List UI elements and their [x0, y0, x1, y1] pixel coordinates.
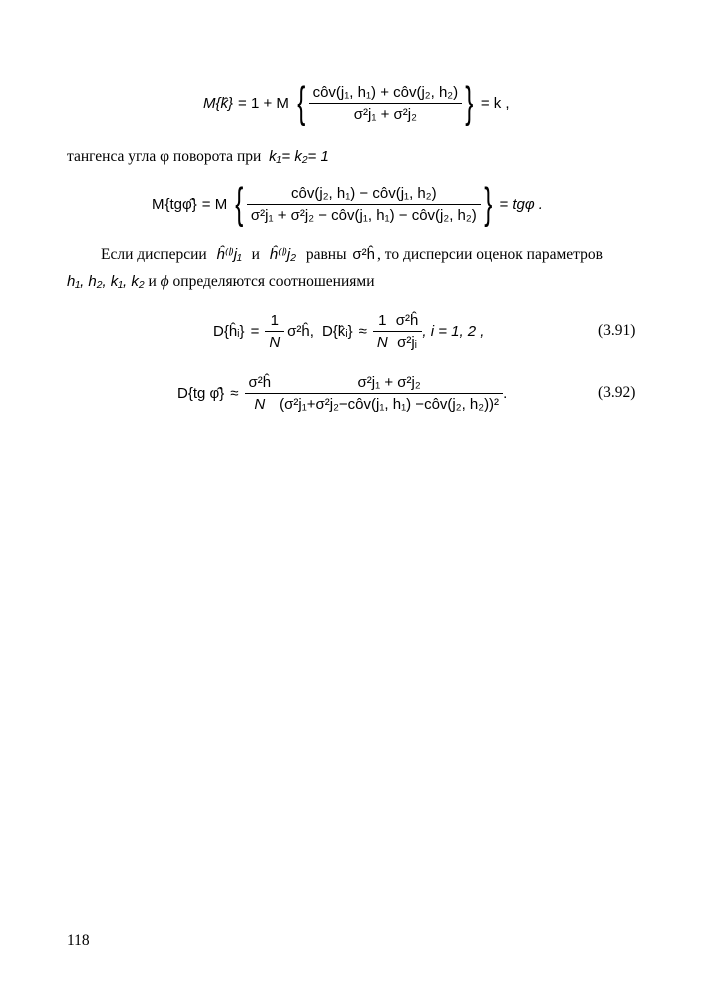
para-and2: и: [148, 273, 157, 290]
left-brace: {: [235, 179, 244, 228]
paragraph-line-2: [67, 273, 375, 291]
equation-3-91: [213, 304, 484, 358]
eq91-eq: =: [250, 322, 260, 340]
eq-mk-lhs: M{k̂}: [203, 94, 234, 112]
para-equal: равны: [305, 246, 347, 263]
equation-3-92: [177, 364, 507, 422]
eq91-sep: ,: [309, 322, 314, 340]
eq-mk-denominator: σ²j₁ + σ²j₂: [353, 105, 417, 123]
eq91-frac2-num: σ²ĥ: [392, 312, 423, 332]
equation-tg: [152, 172, 543, 236]
eq91-frac2-den: σ²jᵢ: [397, 333, 418, 351]
eq91-approx: ≈: [358, 322, 367, 340]
eq91-lhs2: D{k̂ᵢ}: [321, 322, 353, 340]
eq-tg-numerator: côv(j₂, h₁) − côv(j₁, h₂): [247, 185, 481, 205]
right-brace: }: [484, 179, 493, 228]
equation-number-3-91: (3.91): [598, 322, 636, 339]
eq-tg-result: = tgφ .: [499, 195, 543, 213]
para-params: h₁, h₂, k₁, k₂: [67, 273, 145, 290]
eq91-lhs: D{ĥᵢ}: [213, 322, 245, 340]
eq92-factor-num: σ²ĥ: [245, 374, 276, 394]
eq92-factor: [245, 374, 276, 413]
eq91-factor-den: N: [269, 333, 281, 351]
page-number: 118: [67, 932, 90, 949]
paragraph-dispersion: [101, 238, 641, 272]
eq-tg-fraction: [247, 185, 481, 224]
text-tangent: тангенса угла φ поворота при: [67, 148, 262, 165]
para-rest: , то дисперсии оценок параметров: [377, 246, 603, 263]
eq91-tail: , i = 1, 2 ,: [422, 322, 485, 340]
eq91-factor-2: [373, 312, 392, 351]
eq92-denominator: (σ²j₁+σ²j₂−côv(j₁, h₁) −côv(j₂, h₂))²: [279, 395, 500, 413]
text-tangent-cond: k₁= k₂= 1: [269, 148, 329, 165]
eq91-factor2-num: 1: [373, 312, 392, 332]
eq-mk-fraction: [309, 84, 463, 123]
para-start: Если дисперсии: [101, 246, 207, 263]
para-and: и: [251, 246, 260, 263]
eq92-fraction: [275, 374, 503, 413]
eq-tg-eq: = M: [201, 195, 228, 213]
eq92-tail: .: [503, 384, 508, 402]
h-hat-j1: ĥ⁽ˡ⁾j₁: [216, 246, 242, 263]
eq91-factor-num: 1: [265, 312, 284, 332]
para-phi: ϕ: [160, 273, 169, 290]
text-tangent-line: [67, 148, 329, 166]
right-brace: }: [465, 78, 474, 127]
equation-mk: [203, 72, 510, 134]
left-brace: {: [297, 78, 306, 127]
eq92-numerator: σ²j₁ + σ²j₂: [275, 374, 503, 394]
eq91-sigma: σ²ĥ: [287, 322, 310, 340]
eq-tg-denominator: σ²j₁ + σ²j₂ − côv(j₁, h₁) − côv(j₂, h₂): [250, 206, 477, 224]
eq-mk-rhs-const: = 1 + M: [238, 94, 289, 112]
eq-mk-numerator: côv(j₁, h₁) + côv(j₂, h₂): [309, 84, 463, 104]
para-end: определяются соотношениями: [172, 273, 375, 290]
equation-number-3-92: (3.92): [598, 384, 636, 401]
h-hat-j2: ĥ⁽ˡ⁾j₂: [269, 246, 296, 263]
eq91-factor2-den: N: [376, 333, 388, 351]
eq92-approx: ≈: [230, 384, 239, 402]
eq92-factor-den: N: [254, 395, 266, 413]
eq-tg-lhs: M{tgφ̂}: [152, 195, 197, 213]
eq91-frac2: [392, 312, 423, 351]
eq92-lhs: D{tg φ̂}: [177, 384, 225, 402]
eq-mk-result: = k ,: [480, 94, 510, 112]
eq91-factor: [265, 312, 284, 351]
sigma-h: σ²ĥ: [352, 246, 375, 263]
